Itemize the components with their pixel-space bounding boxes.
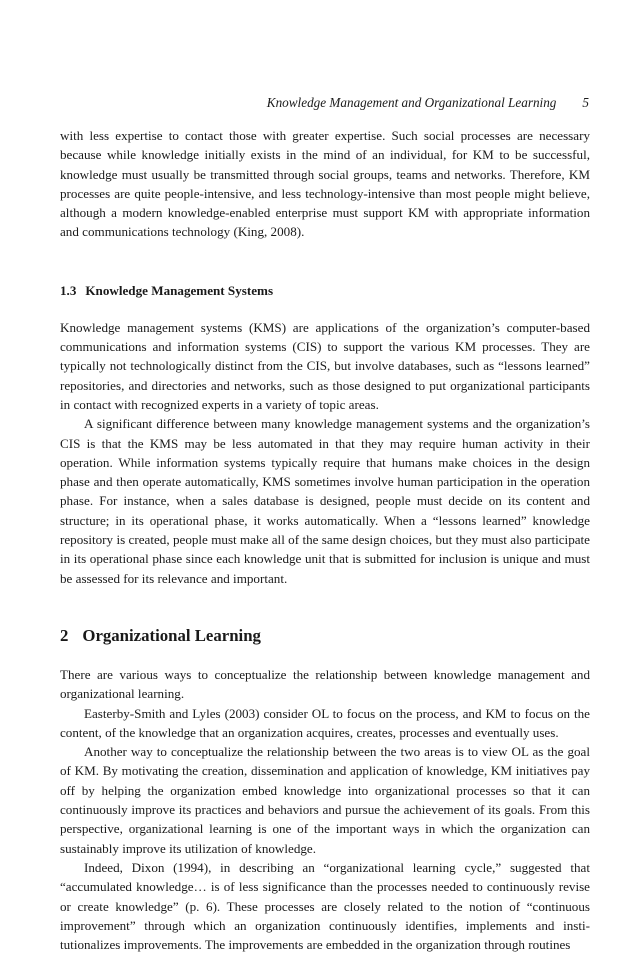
page-body [60, 126, 590, 954]
ol-paragraph-2: Easterby-Smith and Lyles (2003) consider OL to focus on the process, and KM to focus on the content, of the knowledge that an organization acquires, creates, processes and eventually uses. [60, 705, 590, 740]
ol-paragraph-4: Indeed, Dixon (1994), in describing an “organizational learning cycle,” suggested that “accumulated knowledge… is of less significance than the processes needed to continuously revise or create knowledge” (p. 6). These processes are closely related to the notion of “continuous improvement” through which an organization continuously identifies, implements and institutionalizes improvements. The improvements are embedded in the organization through routines [60, 859, 590, 953]
kms-paragraph-2: A significant difference between many knowledge management systems and the organization’s CIS is that the KMS may be less automated in that they may require human activity in their operation. While information systems typically require that humans make choices in the design phase and then operate automatically, KMS sometimes involve human participation in the operation phase. For instance, when a sales database is designed, people must decide on its content and structure; in its operational phase, it works automatically. When a “lessons learned” knowledge repository is created, people must make all of the same design choices, but they must also participate in its operational phase since each knowledge unit that is submitted for inclusion is unique and must be assessed for its relevance and important. [60, 416, 590, 586]
section-heading-1-3 [60, 281, 590, 300]
heading-number: 2 [60, 625, 69, 645]
section-title: Knowledge Management Systems [85, 282, 274, 298]
running-head [267, 95, 589, 111]
section-number: 1.3 [60, 282, 77, 298]
ol-paragraph-1: There are various ways to conceptualize the relationship between knowledge management and organizational learning. [60, 666, 590, 702]
kms-paragraph-1: Knowledge management systems (KMS) are applications of the organization’s computer-based communications and information systems (CIS) to support the various KM processes. They are typically not technologically distinct from the CIS, but involve databases, such as “lessons learned” repositories, and directories and networks, such as those designed to put organizational participants in contact with recognized experts in a variety of topic areas. [60, 319, 590, 412]
paragraph-continued: with less expertise to contact those with greater expertise. Such social processes are necessary because while knowledge initially exists in the mind of an individual, for KM to be successful, knowledge must usually be transmitted through social groups, teams and networks. Therefore, KM processes are quite people-intensive, and less technology-intensive than most people might believe, although a modern knowledge-enabled enterprise must support KM with appropriate information and communications technology (King, 2008). [60, 128, 590, 240]
chapter-heading-2 [60, 625, 590, 647]
page-number: 5 [582, 95, 589, 110]
running-head-title: Knowledge Management and Organizational Learning [266, 95, 557, 110]
heading-title: Organizational Learning [82, 625, 261, 645]
ol-paragraph-3: Another way to conceptualize the relationship between the two areas is to view OL as the goal of KM. By motivating the creation, dissemination and application of knowledge, KM initiatives pay off by helping the organization embed knowledge into organizational processes so that it can continuously improve its practices and behaviors and pursue the achievement of its goals. From this perspective, organizational learning is one of the important ways in which the organization can sustainably improve its utilization of knowledge. [60, 744, 590, 856]
